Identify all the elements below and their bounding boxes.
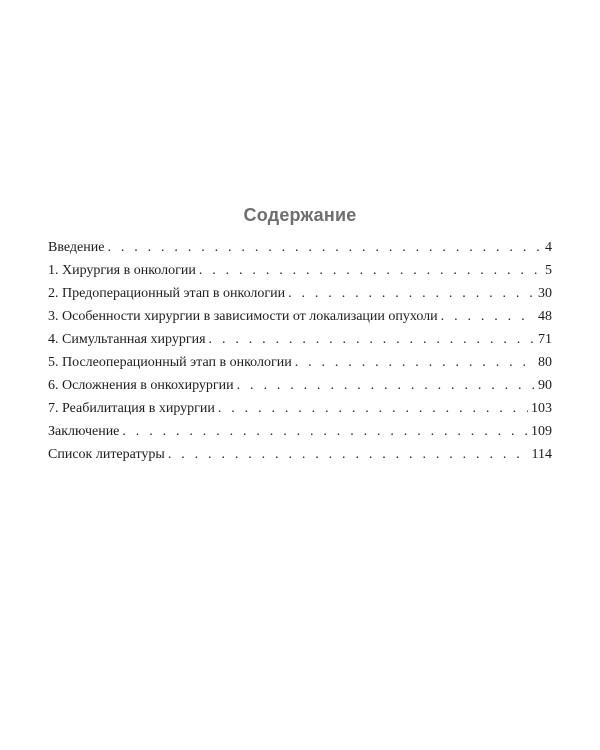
toc-entry-chapter-1[interactable] [48, 259, 552, 282]
toc-entry-page-number: 71 [538, 332, 552, 347]
toc-list [48, 236, 552, 466]
toc-entry-page-number: 4 [545, 240, 552, 255]
dot-leader [209, 328, 535, 351]
toc-entry-label: 3. Особенности хирургии в зависимости от локализации опухоли [48, 309, 438, 324]
toc-title: Содержание [243, 205, 357, 225]
toc-entry-page-number: 80 [538, 355, 552, 370]
toc-entry-label: 2. Предоперационный этап в онкологии [48, 286, 286, 301]
toc-entry-chapter-3[interactable] [48, 305, 552, 328]
dot-leader [218, 397, 528, 420]
toc-entry-page-number: 48 [538, 309, 552, 324]
toc-entry-chapter-5[interactable] [48, 351, 552, 374]
toc-entry-page-number: 109 [531, 424, 552, 439]
toc-entry-introduction[interactable] [48, 236, 552, 259]
dot-leader [122, 420, 528, 443]
dot-leader [168, 443, 529, 466]
toc-entry-conclusion[interactable] [48, 420, 552, 443]
toc-entry-page-number: 103 [531, 401, 552, 416]
toc-entry-page-number: 114 [531, 447, 552, 462]
toc-entry-chapter-6[interactable] [48, 374, 552, 397]
toc-entry-label: 5. Послеоперационный этап в онкологии [48, 355, 292, 370]
toc-entry-label: Заключение [48, 424, 120, 439]
toc-entry-label: Список литературы [48, 447, 165, 462]
toc-entry-references[interactable] [48, 443, 552, 466]
dot-leader [107, 236, 542, 259]
dot-leader [288, 282, 535, 305]
toc-entry-label: 4. Симультанная хирургия [48, 332, 206, 347]
dot-leader [237, 374, 535, 397]
toc-entry-label: 6. Осложнения в онкохирургии [48, 378, 234, 393]
dot-leader [295, 351, 535, 374]
toc-entry-label: 7. Реабилитация в хирургии [48, 401, 215, 416]
toc-entry-label: 1. Хирургия в онкологии [48, 263, 196, 278]
toc-entry-label: Введение [48, 240, 105, 255]
toc-entry-page-number: 90 [538, 378, 552, 393]
toc-entry-page-number: 30 [538, 286, 552, 301]
toc-entry-chapter-4[interactable] [48, 328, 552, 351]
dot-leader [199, 259, 542, 282]
toc-entry-chapter-2[interactable] [48, 282, 552, 305]
toc-entry-chapter-7[interactable] [48, 397, 552, 420]
toc-entry-page-number: 5 [545, 263, 552, 278]
dot-leader [441, 305, 535, 328]
